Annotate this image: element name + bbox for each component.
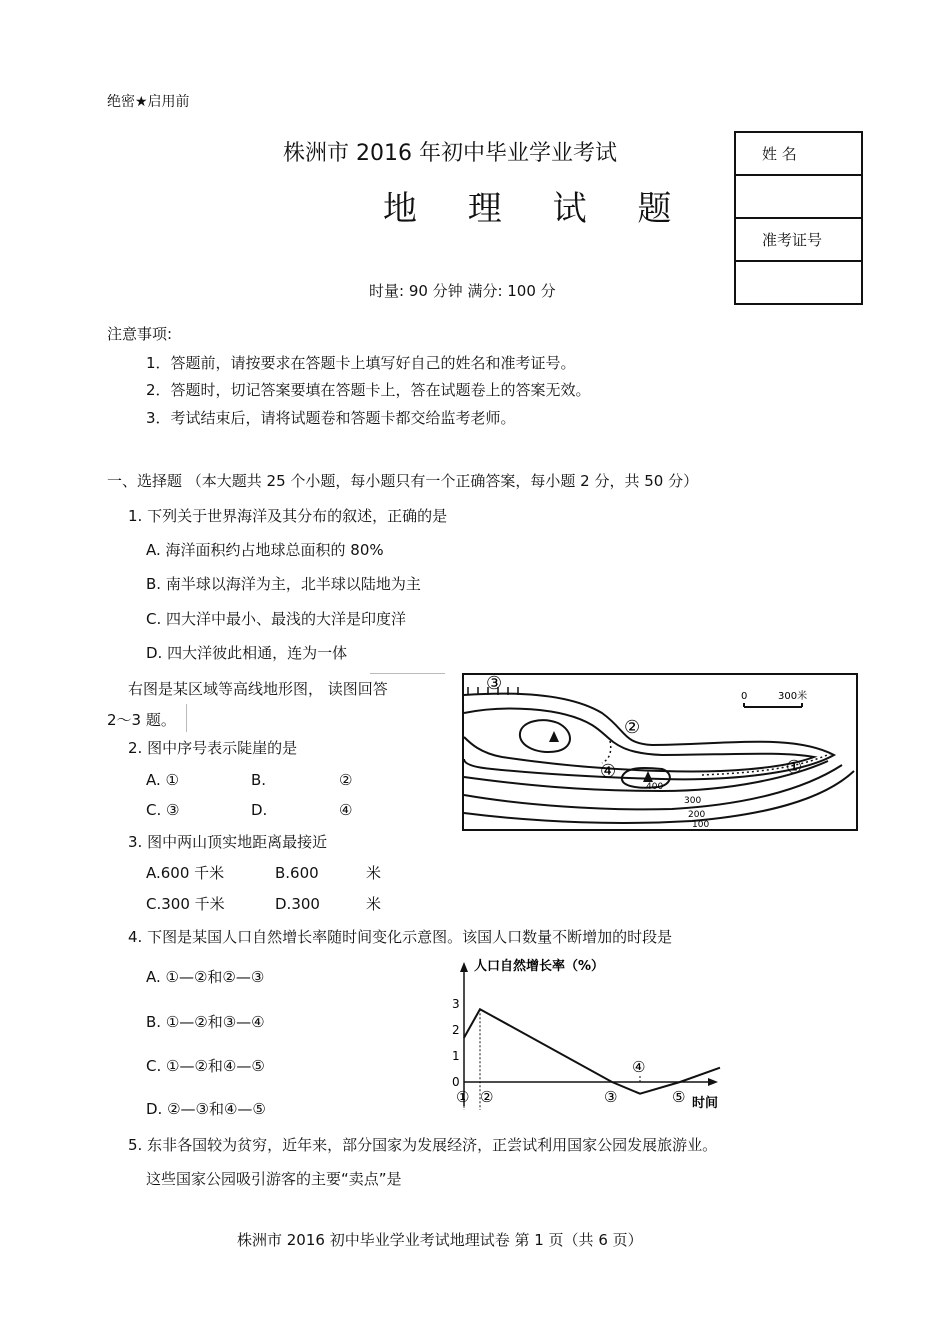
q2-option-d-value: ④ (339, 801, 353, 819)
secret-label: 绝密★启用前 (107, 94, 190, 110)
point-label: ② (480, 1088, 494, 1106)
x-axis-label: 时间 (692, 1096, 719, 1111)
y-tick-label: 3 (452, 997, 460, 1011)
scale-zero: 0 (741, 691, 748, 702)
q2-option-c: C. ③ (146, 801, 180, 819)
notice-item: 2．答题时，切记答案要填在答题卡上，答在试题卷上的答案无效。 (146, 381, 591, 399)
q4-option-a: A. ①—②和②—③ (146, 968, 265, 986)
point-label: ① (456, 1088, 470, 1106)
marker-3: ③ (486, 673, 503, 694)
section-heading: 一、选择题 （本大题共 25 个小题，每小题只有一个正确答案，每小题 2 分，共 50 分） (107, 472, 699, 490)
candidate-info-box (734, 131, 863, 305)
y-axis-arrow (460, 962, 468, 972)
q3-option-b: B.600 (275, 864, 319, 882)
q2-stem: 2. 图中序号表示陡崖的是 (128, 739, 298, 757)
ticket-label: 准考证号 (735, 218, 862, 261)
contour-label: 400 (646, 782, 664, 792)
notice-item: 1．答题前，请按要求在答题卡上填写好自己的姓名和准考证号。 (146, 354, 576, 372)
q2-option-b-value: ② (339, 771, 353, 789)
divider (186, 704, 188, 732)
y-tick-label: 0 (452, 1075, 460, 1089)
q1-stem: 1. 下列关于世界海洋及其分布的叙述，正确的是 (128, 507, 448, 525)
time-info: 时量: 90 分钟 满分: 100 分 (369, 282, 556, 300)
q4-stem: 4. 下图是某国人口自然增长率随时间变化示意图。该国人口数量不断增加的时段是 (128, 928, 673, 946)
point-label: ③ (604, 1088, 618, 1106)
q2-option-d: D. (251, 801, 268, 819)
marker-4: ④ (600, 761, 617, 782)
q4-option-c: C. ①—②和④—⑤ (146, 1057, 265, 1075)
q5-stem-continued: 这些国家公园吸引游客的主要“卖点”是 (146, 1170, 402, 1188)
q4-option-b: B. ①—②和③—④ (146, 1013, 265, 1031)
q3-option-d-unit: 米 (366, 895, 382, 913)
map-intro-line1: 右图是某区域等高线地形图， 读图回答 (128, 680, 388, 698)
marker-2: ② (624, 717, 641, 738)
exam-title: 株洲市 2016 年初中毕业学业考试 (283, 141, 617, 166)
q5-stem: 5. 东非各国较为贫穷，近年来，部分国家为发展经济，正尝试利用国家公园发展旅游业。 (128, 1136, 718, 1154)
y-tick-label: 1 (452, 1049, 460, 1063)
divider (370, 673, 445, 675)
contour-label: 300 (684, 796, 702, 806)
scale-label: 300米 (778, 691, 808, 702)
q2-option-a: A. ① (146, 771, 179, 789)
q1-option-b: B. 南半球以海洋为主，北半球以陆地为主 (146, 575, 421, 593)
q3-option-c: C.300 千米 (146, 895, 225, 913)
q3-option-b-unit: 米 (366, 864, 382, 882)
contour-map (462, 673, 858, 831)
point-label: ④ (632, 1058, 646, 1076)
contour-label: 200 (688, 810, 706, 820)
name-label: 姓 名 (735, 132, 862, 175)
contour-label: 100 (692, 820, 710, 830)
q3-option-a: A.600 千米 (146, 864, 225, 882)
subject-title: 地 理 试 题 (383, 189, 692, 229)
y-tick-label: 2 (452, 1023, 460, 1037)
series-line (464, 1009, 720, 1093)
q4-option-d: D. ②—③和④—⑤ (146, 1100, 266, 1118)
point-label: ⑤ (672, 1088, 686, 1106)
q2-option-b: B. (251, 771, 267, 789)
q3-option-d: D.300 (275, 895, 320, 913)
q1-option-d: D. 四大洋彼此相通，连为一体 (146, 644, 348, 662)
notice-heading: 注意事项: (107, 325, 173, 343)
growth-rate-chart (448, 952, 733, 1117)
name-field[interactable] (735, 175, 862, 218)
q1-option-a: A. 海洋面积约占地球总面积的 80% (146, 541, 384, 559)
notice-item: 3．考试结束后，请将试题卷和答题卡都交给监考老师。 (146, 409, 516, 427)
marker-1: ① (786, 757, 803, 778)
q1-option-c: C. 四大洋中最小、最浅的大洋是印度洋 (146, 610, 407, 628)
page-footer: 株洲市 2016 初中毕业学业考试地理试卷 第 1 页（共 6 页） (237, 1231, 643, 1249)
map-intro-line2: 2～3 题。 (107, 711, 176, 729)
ticket-field[interactable] (735, 261, 862, 304)
x-axis-arrow (708, 1078, 718, 1086)
chart-title: 人口自然增长率（%） (474, 959, 605, 974)
q3-stem: 3. 图中两山顶实地距离最接近 (128, 833, 328, 851)
